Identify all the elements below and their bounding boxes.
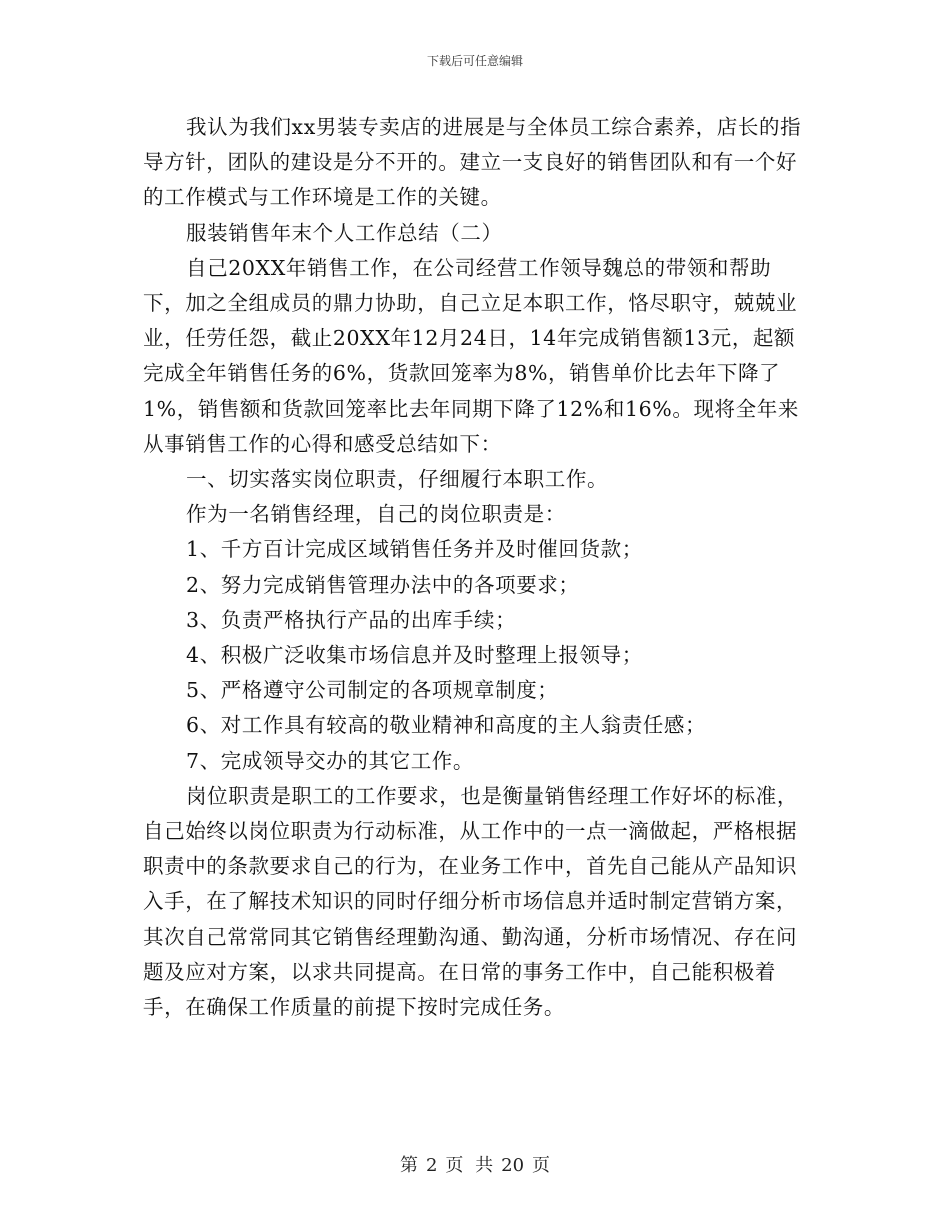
- paragraph-responsibility-standard: 岗位职责是职工的工作要求，也是衡量销售经理工作好坏的标准，自己始终以岗位职责为行动标准，从工作中的一点一滴做起，严格根据职责中的条款要求自己的行为，在业务工作中，首先自己能从产品知识入手，在了解技术知识的同时仔细分析市场信息并适时制定营销方案，其次自己常常同其它销售经理勤沟通、勤沟通，分析市场情况、存在问题及应对方案，以求共同提高。在日常的事务工作中，自己能积极着手，在确保工作质量的前提下按时完成任务。: [143, 783, 798, 1020]
- footer-middle: 页 共: [445, 1155, 494, 1176]
- paragraph-responsibilities-intro: 作为一名销售经理，自己的岗位职责是：: [186, 502, 566, 527]
- footer-prefix: 第: [399, 1155, 418, 1176]
- list-item-5: 5、严格遵守公司制定的各项规章制度；: [186, 678, 559, 703]
- paragraph-store-development: 我认为我们xx男装专卖店的进展是与全体员工综合素养，店长的指导方针，团队的建设是分不开的。建立一支良好的销售团队和有一个好的工作模式与工作环境是工作的关键。: [143, 115, 802, 210]
- page-footer: [0, 1154, 950, 1178]
- footer-page-number: 2: [425, 1155, 438, 1176]
- list-item-4: 4、积极广泛收集市场信息并及时整理上报领导；: [186, 643, 643, 668]
- page-header: 下载后可任意编辑: [426, 54, 523, 68]
- footer-total-pages: 20: [501, 1155, 525, 1176]
- paragraph-sales-overview: 自己20XX年销售工作，在公司经营工作领导魏总的带领和帮助下，加之全组成员的鼎力协助，自己立足本职工作，恪尽职守，兢兢业业，任劳任怨，截止20XX年12月24日，14年完成销售额13元，起额完成全年销售任务的6%，货款回笼率为8%，销售单价比去年下降了1%，销售额和货款回笼率比去年同期下降了12%和16%。现将全年来从事销售工作的心得和感受总结如下：: [143, 255, 799, 456]
- list-item-2: 2、努力完成销售管理办法中的各项要求；: [186, 572, 580, 597]
- footer-suffix: 页: [532, 1155, 551, 1176]
- document-body: [143, 110, 813, 1025]
- list-item-1: 1、千方百计完成区域销售任务并及时催回货款；: [186, 537, 643, 562]
- list-item-3: 3、负责严格执行产品的出库手续；: [186, 607, 517, 632]
- list-item-7: 7、完成领导交办的其它工作。: [186, 748, 474, 773]
- list-item-6: 6、对工作具有较高的敬业精神和高度的主人翁责任感；: [186, 713, 707, 738]
- heading-job-responsibilities: 一、切实落实岗位职责，仔细履行本职工作。: [186, 467, 609, 492]
- section-title-summary-two: 服装销售年末个人工作总结（二）: [186, 220, 503, 245]
